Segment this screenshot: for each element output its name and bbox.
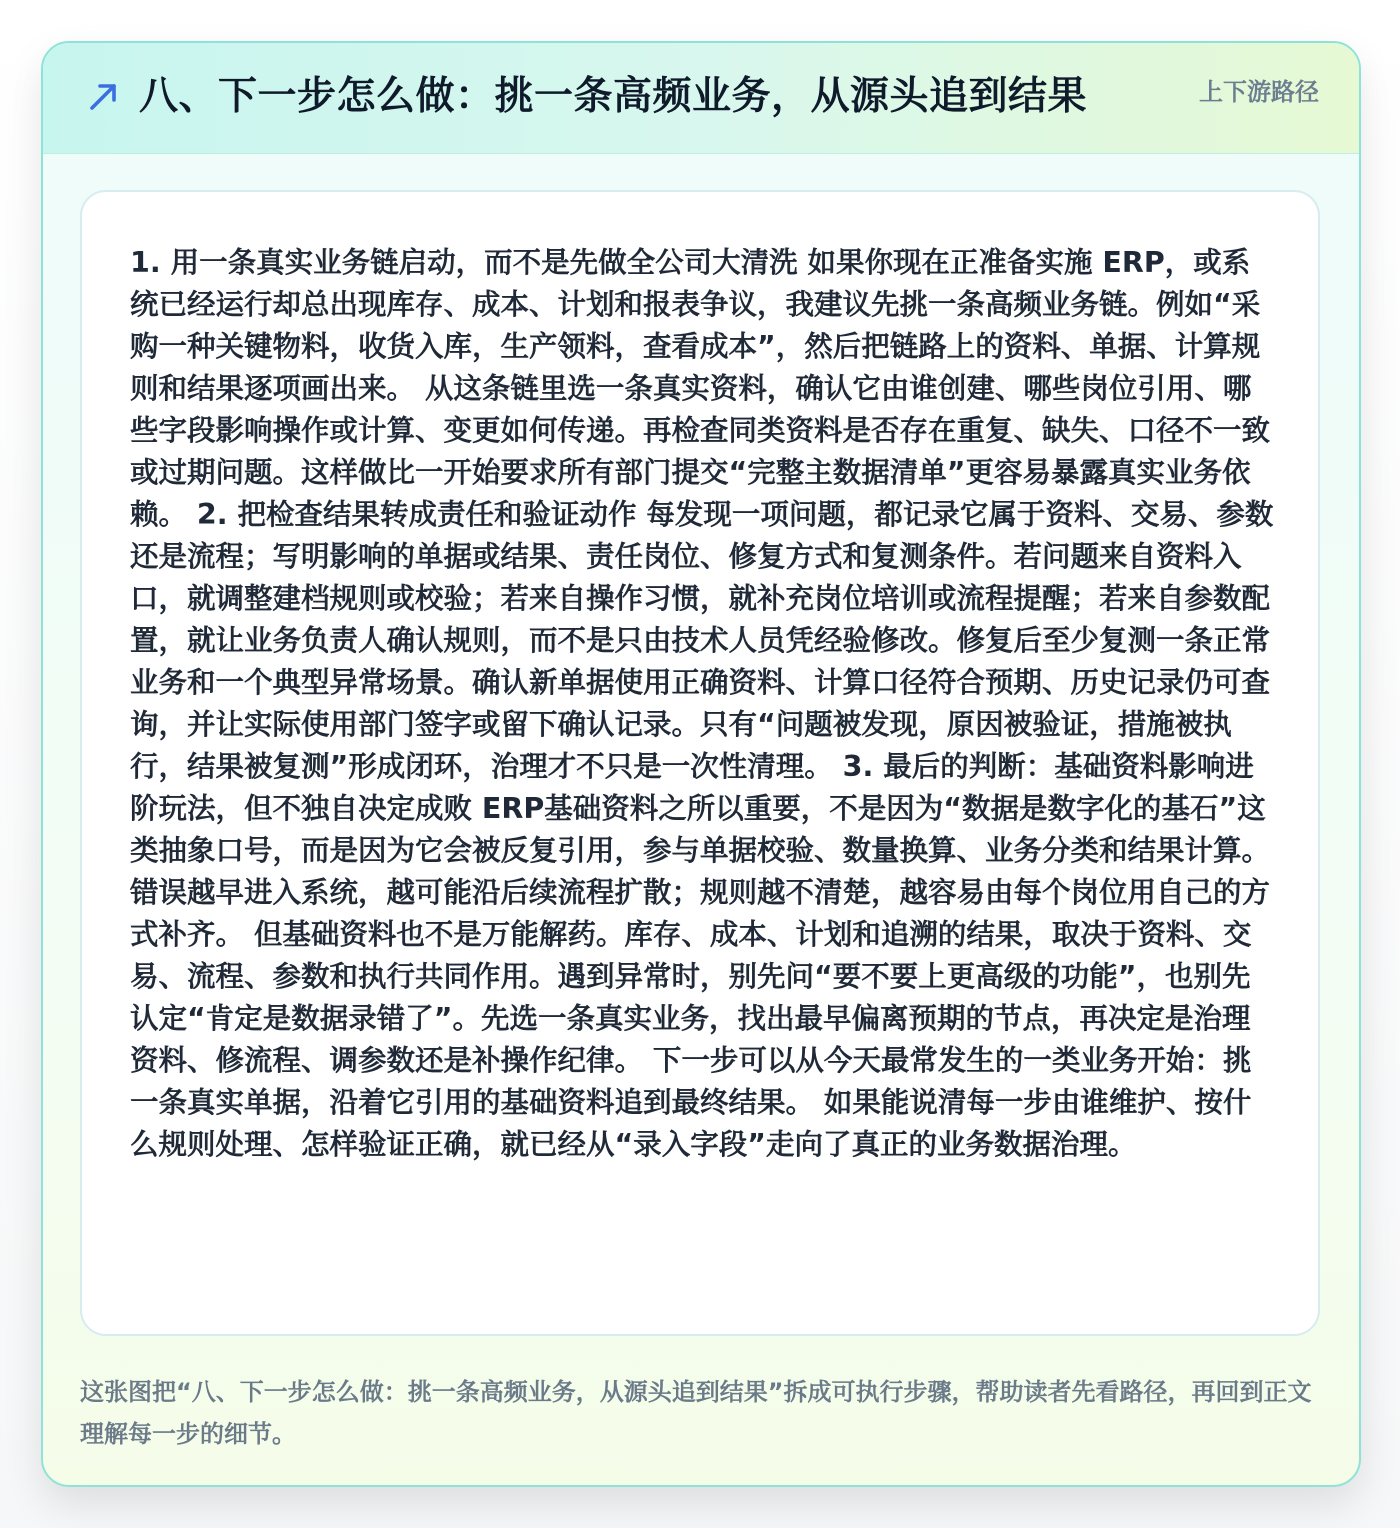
card-header	[43, 43, 1359, 154]
section-tag: 上下游路径	[1199, 78, 1319, 106]
section-card	[41, 41, 1361, 1487]
body-text: 1. 用一条真实业务链启动，而不是先做全公司大清洗 如果你现在正准备实施 ERP，或系统已经运行却总出现库存、成本、计划和报表争议，我建议先挑一条高频业务链。例如“采购一种关键物料，收货入库，生产领料，查看成本”，然后把链路上的资料、单据、计算规则和结果逐项画出来。 从这条链里选一条真实资料，确认它由谁创建、哪些岗位引用、哪些字段影响操作或计算、变更如何传递。再检查同类资料是否存在重复、缺失、口径不一致或过期问题。这样做比一开始要求所有部门提交“完整主数据清单”更容易暴露真实业务依赖。 2. 把检查结果转成责任和验证动作 每发现一项问题，都记录它属于资料、交易、参数还是流程；写明影响的单据或结果、责任岗位、修复方式和复测条件。若问题来自资料入口，就调整建档规则或校验；若来自操作习惯，就补充岗位培训或流程提醒；若来自参数配置，就让业务负责人确认规则，而不是只由技术人员凭经验修改。修复后至少复测一条正常业务和一个典型异常场景。确认新单据使用正确资料、计算口径符合预期、历史记录仍可查询，并让实际使用部门签字或留下确认记录。只有“问题被发现，原因被验证，措施被执行，结果被复测”形成闭环，治理才不只是一次性清理。 3. 最后的判断：基础资料影响进阶玩法，但不独自决定成败 ERP基础资料之所以重要，不是因为“数据是数字化的基石”这类抽象口号，而是因为它会被反复引用，参与单据校验、数量换算、业务分类和结果计算。错误越早进入系统，越可能沿后续流程扩散；规则越不清楚，越容易由每个岗位用自己的方式补齐。 但基础资料也不是万能解药。库存、成本、计划和追溯的结果，取决于资料、交易、流程、参数和执行共同作用。遇到异常时，别先问“要不要上更高级的功能”，也别先认定“肯定是数据录错了”。先选一条真实业务，找出最早偏离预期的节点，再决定是治理资料、修流程、调参数还是补操作纪律。 下一步可以从今天最常发生的一类业务开始：挑一条真实单据，沿着它引用的基础资料追到最终结果。 如果能说清每一步由谁维护、按什么规则处理、怎样验证正确，就已经从“录入字段”走向了真正的业务数据治理。	[130, 246, 1274, 1161]
content-panel	[80, 190, 1320, 1336]
section-title: 八、下一步怎么做：挑一条高频业务，从源头追到结果	[139, 74, 1088, 119]
figure-caption: 这张图把“八、下一步怎么做：挑一条高频业务，从源头追到结果”拆成可执行步骤，帮助读者先看路径，再回到正文理解每一步的细节。	[80, 1378, 1312, 1448]
arrow-up-right-icon	[87, 79, 121, 113]
